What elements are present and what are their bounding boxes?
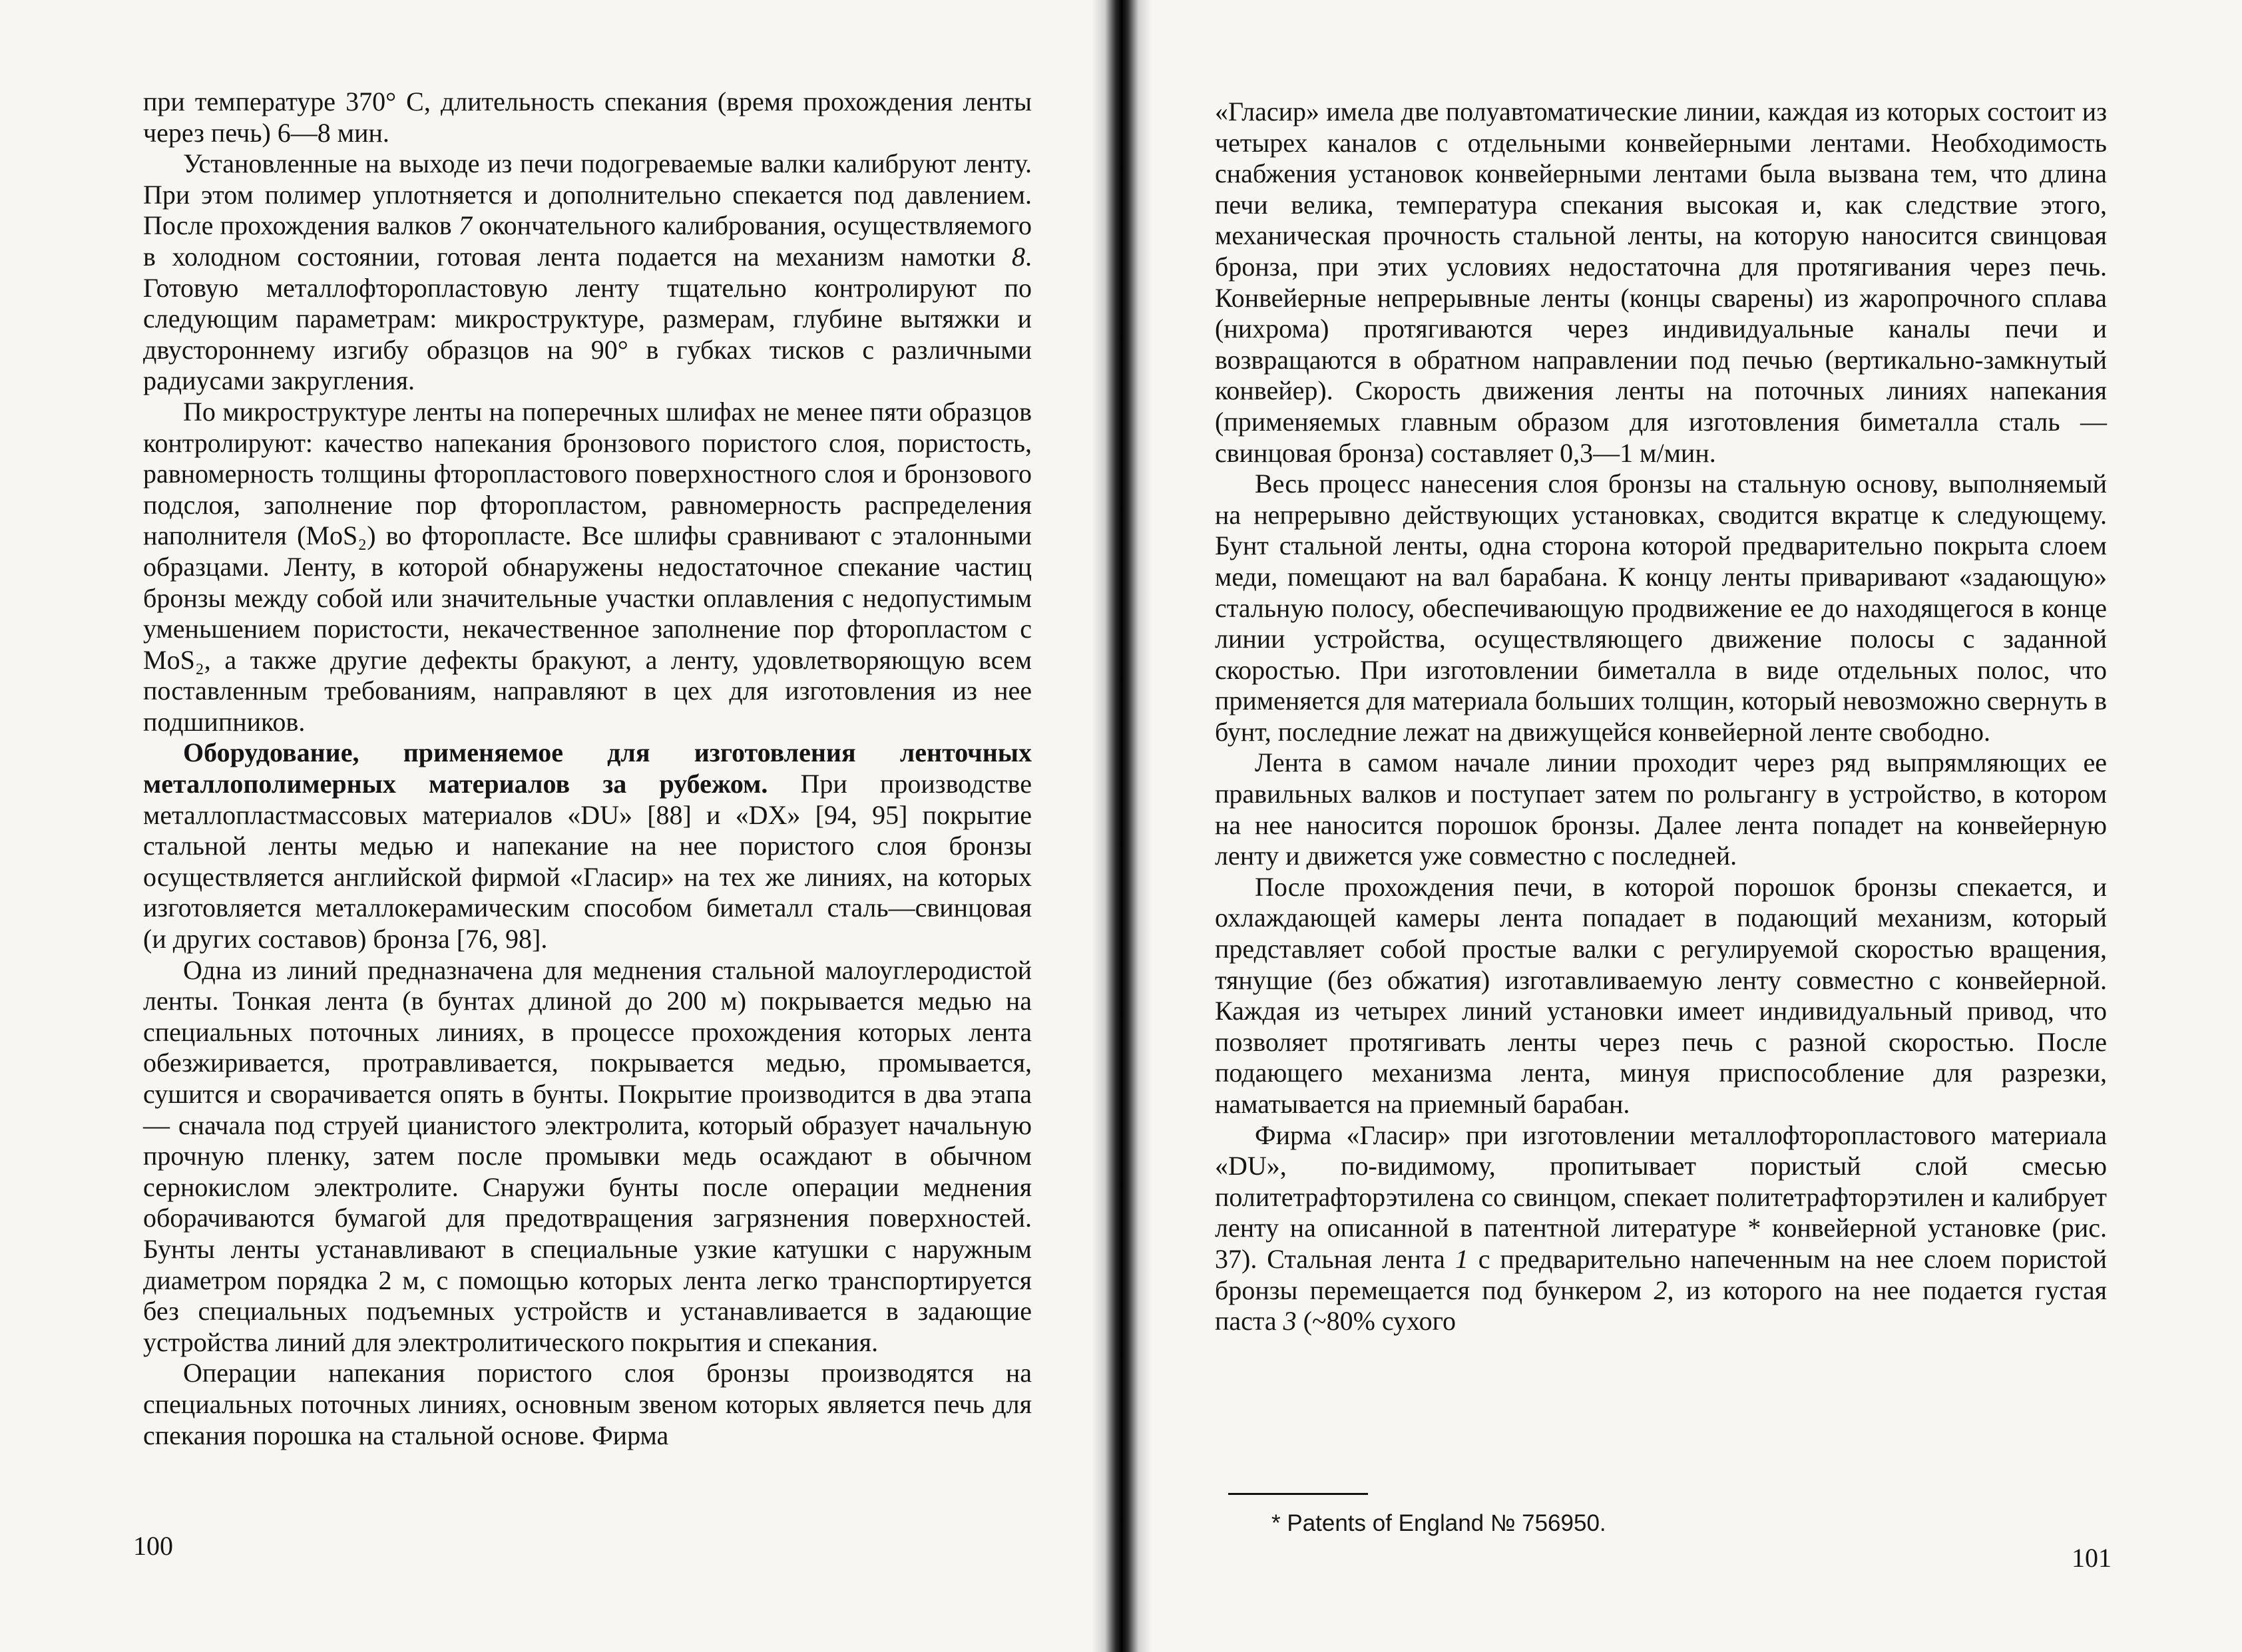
paragraph: Одна из линий предназначена для меднения стальной малоуглеродистой ленты. Тонкая лента (в бунтах длиной до 200 м) покрывается медью на специальных поточных линиях, в процессе прохождения которых лента обезжиривается, протравливается, покрывается медью, промывается, сушится и сворачивается опять в бунты. Покрытие производится в два этапа — сначала под струей цианистого электролита, который образует начальную прочную пленку, затем после промывки медь осаждают в обычном сернокислом электролите. Снаружи бунты после операции меднения оборачиваются бумагой для предотвращения загрязнения поверхностей. Бунты ленты устанавливают в специальные узкие катушки с наружным диаметром порядка 2 м, с помощью которых лента легко транспортируется без специальных подъемных устройств и устанавливается в задающие устройства линий для электролитического покрытия и спекания. xyxy=(143,954,1032,1357)
paragraph: Операции напекания пористого слоя бронзы производятся на специальных поточных линиях, основным звеном которых является печь для спекания порошка на стальной основе. Фирма xyxy=(143,1358,1032,1450)
paragraph: По микроструктуре ленты на поперечных шлифах не менее пяти образцов контролируют: качество напекания бронзового пористого слоя, пористость, равномерность толщины фторопластового поверхностного слоя и бронзового подслоя, заполнение пор фторопластом, равномерность распределения наполнителя (MoS₂) во фторопласте. Все шлифы сравнивают с эталонными образцами. Ленту, в которой обнаружены недостаточное спекание частиц бронзы между собой или значительные участки оплавления с недопустимым уменьшением пористости, некачественное заполнение пор фторопластом с MoS₂, а также другие дефекты бракуют, а ленту, удовлетворяющую всем поставленным требованиям, направляют в цех для изготовления из нее подшипников. xyxy=(143,396,1032,737)
reference-numeral: 3 xyxy=(1283,1306,1297,1337)
paragraph: Весь процесс нанесения слоя бронзы на стальную основу, выполняемый на непрерывно действующих установках, сводится вкратце к следующему. Бунт стальной ленты, одна сторона которой предварительно покрыта слоем меди, помещают на вал барабана. К концу ленты приваривают «задающую» стальную полосу, обеспечивающую продвижение ее до находящегося в конце линии устройства, осуществляющего движение полосы с заданной скоростью. При изготовлении биметалла в виде отдельных полос, что применяется для материала больших толщин, который невозможно свернуть в бунт, последние лежат на движущейся конвейерной ленте свободно. xyxy=(1215,469,2107,747)
right-text-column xyxy=(1215,97,2107,1337)
page-number: 101 xyxy=(2072,1543,2112,1573)
reference-numeral: 8 xyxy=(1012,241,1025,272)
footnote-rule xyxy=(1228,1493,1368,1495)
paragraph: Фирма «Гласир» при изготовлении металлофторопластового материала «DU», по-видимому, пропитывает пористый слой смесью политетрафторэтилена со свинцом, спекает политетрафторэтилен и калибрует ленту на описанной в патентной литературе * конвейерной установке (рис. 37). Стальная лента 1 с предварительно напеченным на нее слоем пористой бронзы перемещается под бункером 2, из которого на нее подается густая паста 3 (~80% сухого xyxy=(1215,1120,2108,1337)
section-heading: Оборудование, применяемое для изготовления ленточных металлополимерных материалов за рубежом. xyxy=(143,737,1032,799)
reference-numeral: 1 xyxy=(1455,1243,1468,1274)
left-page xyxy=(0,0,1098,1652)
paragraph: при температуре 370° С, длительность спекания (время прохождения ленты через печь) 6—8 мин. xyxy=(143,87,1032,148)
paragraph: Лента в самом начале линии проходит через ряд выпрямляющих ее правильных валков и поступает затем по рольгангу в устройство, в котором на нее наносится порошок бронзы. Далее лента попадет на конвейерную ленту и движется уже совместно с последней. xyxy=(1215,747,2107,871)
paragraph: Установленные на выходе из печи подогреваемые валки калибруют ленту. При этом полимер уплотняется и дополнительно спекается под давлением. После прохождения валков 7 окончательного калибрования, осуществляемого в холодном состоянии, готовая лента подается на механизм намотки 8. Готовую металлофторопластовую ленту тщательно контролируют по следующим параметрам: микроструктуре, размерам, глубине вытяжки и двустороннему изгибу образцов на 90° в губках тисков с различными радиусами закругления. xyxy=(143,148,1032,396)
paragraph: После прохождения печи, в которой порошок бронзы спекается, и охлаждающей камеры лента попадает в подающий механизм, который представляет собой простые валки с регулируемой скоростью вращения, тянущие (без обжатия) изготавливаемую ленту совместно с конвейерной. Каждая из четырех линий установки имеет индивидуальный привод, что позволяет протягивать ленты через печь с разной скоростью. После подающего механизма лента, минуя приспособление для разрезки, наматывается на приемный барабан. xyxy=(1215,871,2107,1119)
paragraph: «Гласир» имела две полуавтоматические линии, каждая из которых состоит из четырех каналов с отдельными конвейерными лентами. Необходимость снабжения установок конвейерными лентами была вызвана тем, что длина печи велика, температура спекания высокая и, как следствие этого, механическая прочность стальной ленты, на которую наносится свинцовая бронза, при этих условиях недостаточна для протягивания через печь. Конвейерные непрерывные ленты (концы сварены) из жаропрочного сплава (нихрома) протягиваются через индивидуальные каналы печи и возвращаются в обратном направлении под печью (вертикально-замкнутый конвейер). Скорость движения ленты на поточных линиях напекания (применяемых главным образом для изготовления биметалла сталь — свинцовая бронза) составляет 0,3—1 м/мин. xyxy=(1215,97,2107,468)
footnote: * Patents of England № 756950. xyxy=(1271,1510,1606,1536)
reference-numeral: 7 xyxy=(458,210,472,241)
left-text-column xyxy=(143,87,1032,1451)
right-page xyxy=(1132,0,2242,1652)
page-number: 100 xyxy=(133,1531,173,1561)
paragraph: Оборудование, применяемое для изготовления ленточных металлополимерных материалов за рубежом. При производстве металлопластмассовых материалов «DU» [88] и «DX» [94, 95] покрытие стальной ленты медью и напекание на нее пористого слоя бронзы осуществляется английской фирмой «Гласир» на тех же линиях, на которых изготовляется металлокерамическим способом биметалл сталь—свинцовая (и других составов) бронза [76, 98]. xyxy=(143,737,1032,954)
reference-numeral: 2 xyxy=(1654,1275,1668,1305)
